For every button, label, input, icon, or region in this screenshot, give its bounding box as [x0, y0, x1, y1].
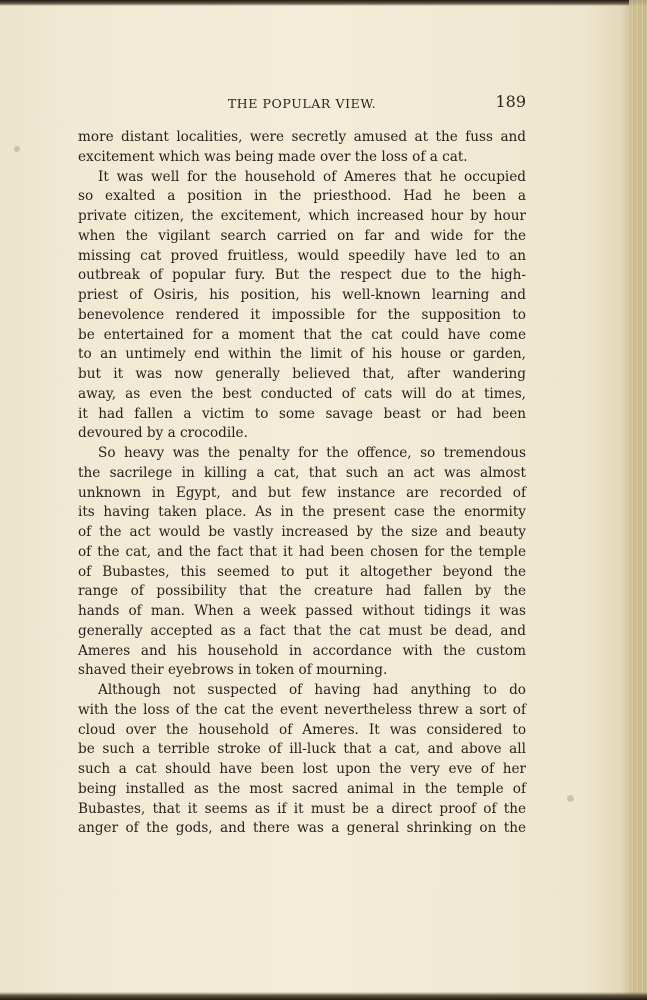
text-line: of the act would be vastly increased by the size and beauty [78, 524, 526, 540]
text-line: but it was now generally believed that, after wandering [78, 366, 526, 382]
text-line: private citizen, the excitement, which increased hour by hour [78, 208, 526, 224]
body-text [78, 128, 526, 839]
text-line: shaved their eyebrows in token of mourning. [78, 662, 388, 679]
text-line: range of possibility that the creature had fallen by the [78, 583, 526, 600]
text-line: It was well for the household of Ameres that he occupied [98, 168, 526, 185]
text-line: Bubastes, that it seems as if it must be a direct proof of the [78, 800, 526, 817]
text-line: it had fallen a victim to some savage beast or had been [78, 405, 526, 422]
text-line: hands of man. When a week passed without tidings it was [78, 603, 526, 619]
page-number: 189 [495, 92, 526, 111]
paper-spot [567, 795, 574, 802]
text-line: devoured by a crocodile. [78, 425, 248, 442]
text-line: away, as even the best conducted of cats will do at times, [78, 385, 526, 402]
text-line: be such a terrible stroke of ill-luck that a cat, and above all [78, 741, 526, 758]
text-line: priest of Osiris, his position, his well-known learning and [78, 287, 526, 303]
paragraph [78, 128, 526, 168]
text-line: cloud over the household of Ameres. It was considered to [78, 721, 526, 738]
running-header [78, 92, 526, 114]
text-line: with the loss of the cat the event nevertheless threw a sort of [78, 701, 526, 718]
text-line: of the cat, and the fact that it had been chosen for the temple [78, 543, 526, 560]
text-line: so exalted a position in the priesthood. Had he been a [78, 188, 526, 205]
text-line: be entertained for a moment that the cat could have come [78, 326, 526, 343]
text-line: So heavy was the penalty for the offence, so tremendous [98, 445, 526, 461]
text-line: to an untimely end within the limit of his house or garden, [78, 346, 526, 363]
text-line: unknown in Egypt, and but few instance are recorded of [78, 484, 526, 501]
text-line: Ameres and his household in accordance with the custom [78, 642, 526, 659]
page-top-edge [0, 0, 647, 6]
text-line: of Bubastes, this seemed to put it altogether beyond the [78, 563, 526, 580]
paper-spot [14, 146, 20, 152]
text-line: the sacrilege in killing a cat, that such an act was almost [78, 464, 526, 481]
text-line: excitement which was being made over the loss of a cat. [78, 148, 468, 165]
text-line: anger of the gods, and there was a general shrinking on the [78, 820, 526, 837]
text-line: its having taken place. As in the present case the enormity [78, 504, 526, 521]
text-line: missing cat proved fruitless, would speedily have led to an [78, 247, 526, 264]
text-line: when the vigilant search carried on far and wide for the [78, 227, 526, 244]
text-line: generally accepted as a fact that the cat must be dead, and [78, 622, 526, 639]
text-line: more distant localities, were secretly amused at the fuss and [78, 129, 526, 145]
paragraph [78, 168, 526, 445]
text-line: Although not suspected of having had anything to do [98, 682, 526, 698]
paragraph [78, 681, 526, 839]
text-line: such a cat should have been lost upon the very eve of her [78, 761, 526, 777]
running-title: THE POPULAR VIEW. [227, 96, 377, 111]
paragraph [78, 444, 526, 681]
text-line: benevolence rendered it impossible for the supposition to [78, 306, 526, 323]
text-line: outbreak of popular fury. But the respect due to the high- [78, 267, 526, 284]
page-bottom-edge [0, 992, 647, 1000]
page-right-edge [629, 0, 647, 1000]
text-line: being installed as the most sacred animal in the temple of [78, 780, 526, 797]
